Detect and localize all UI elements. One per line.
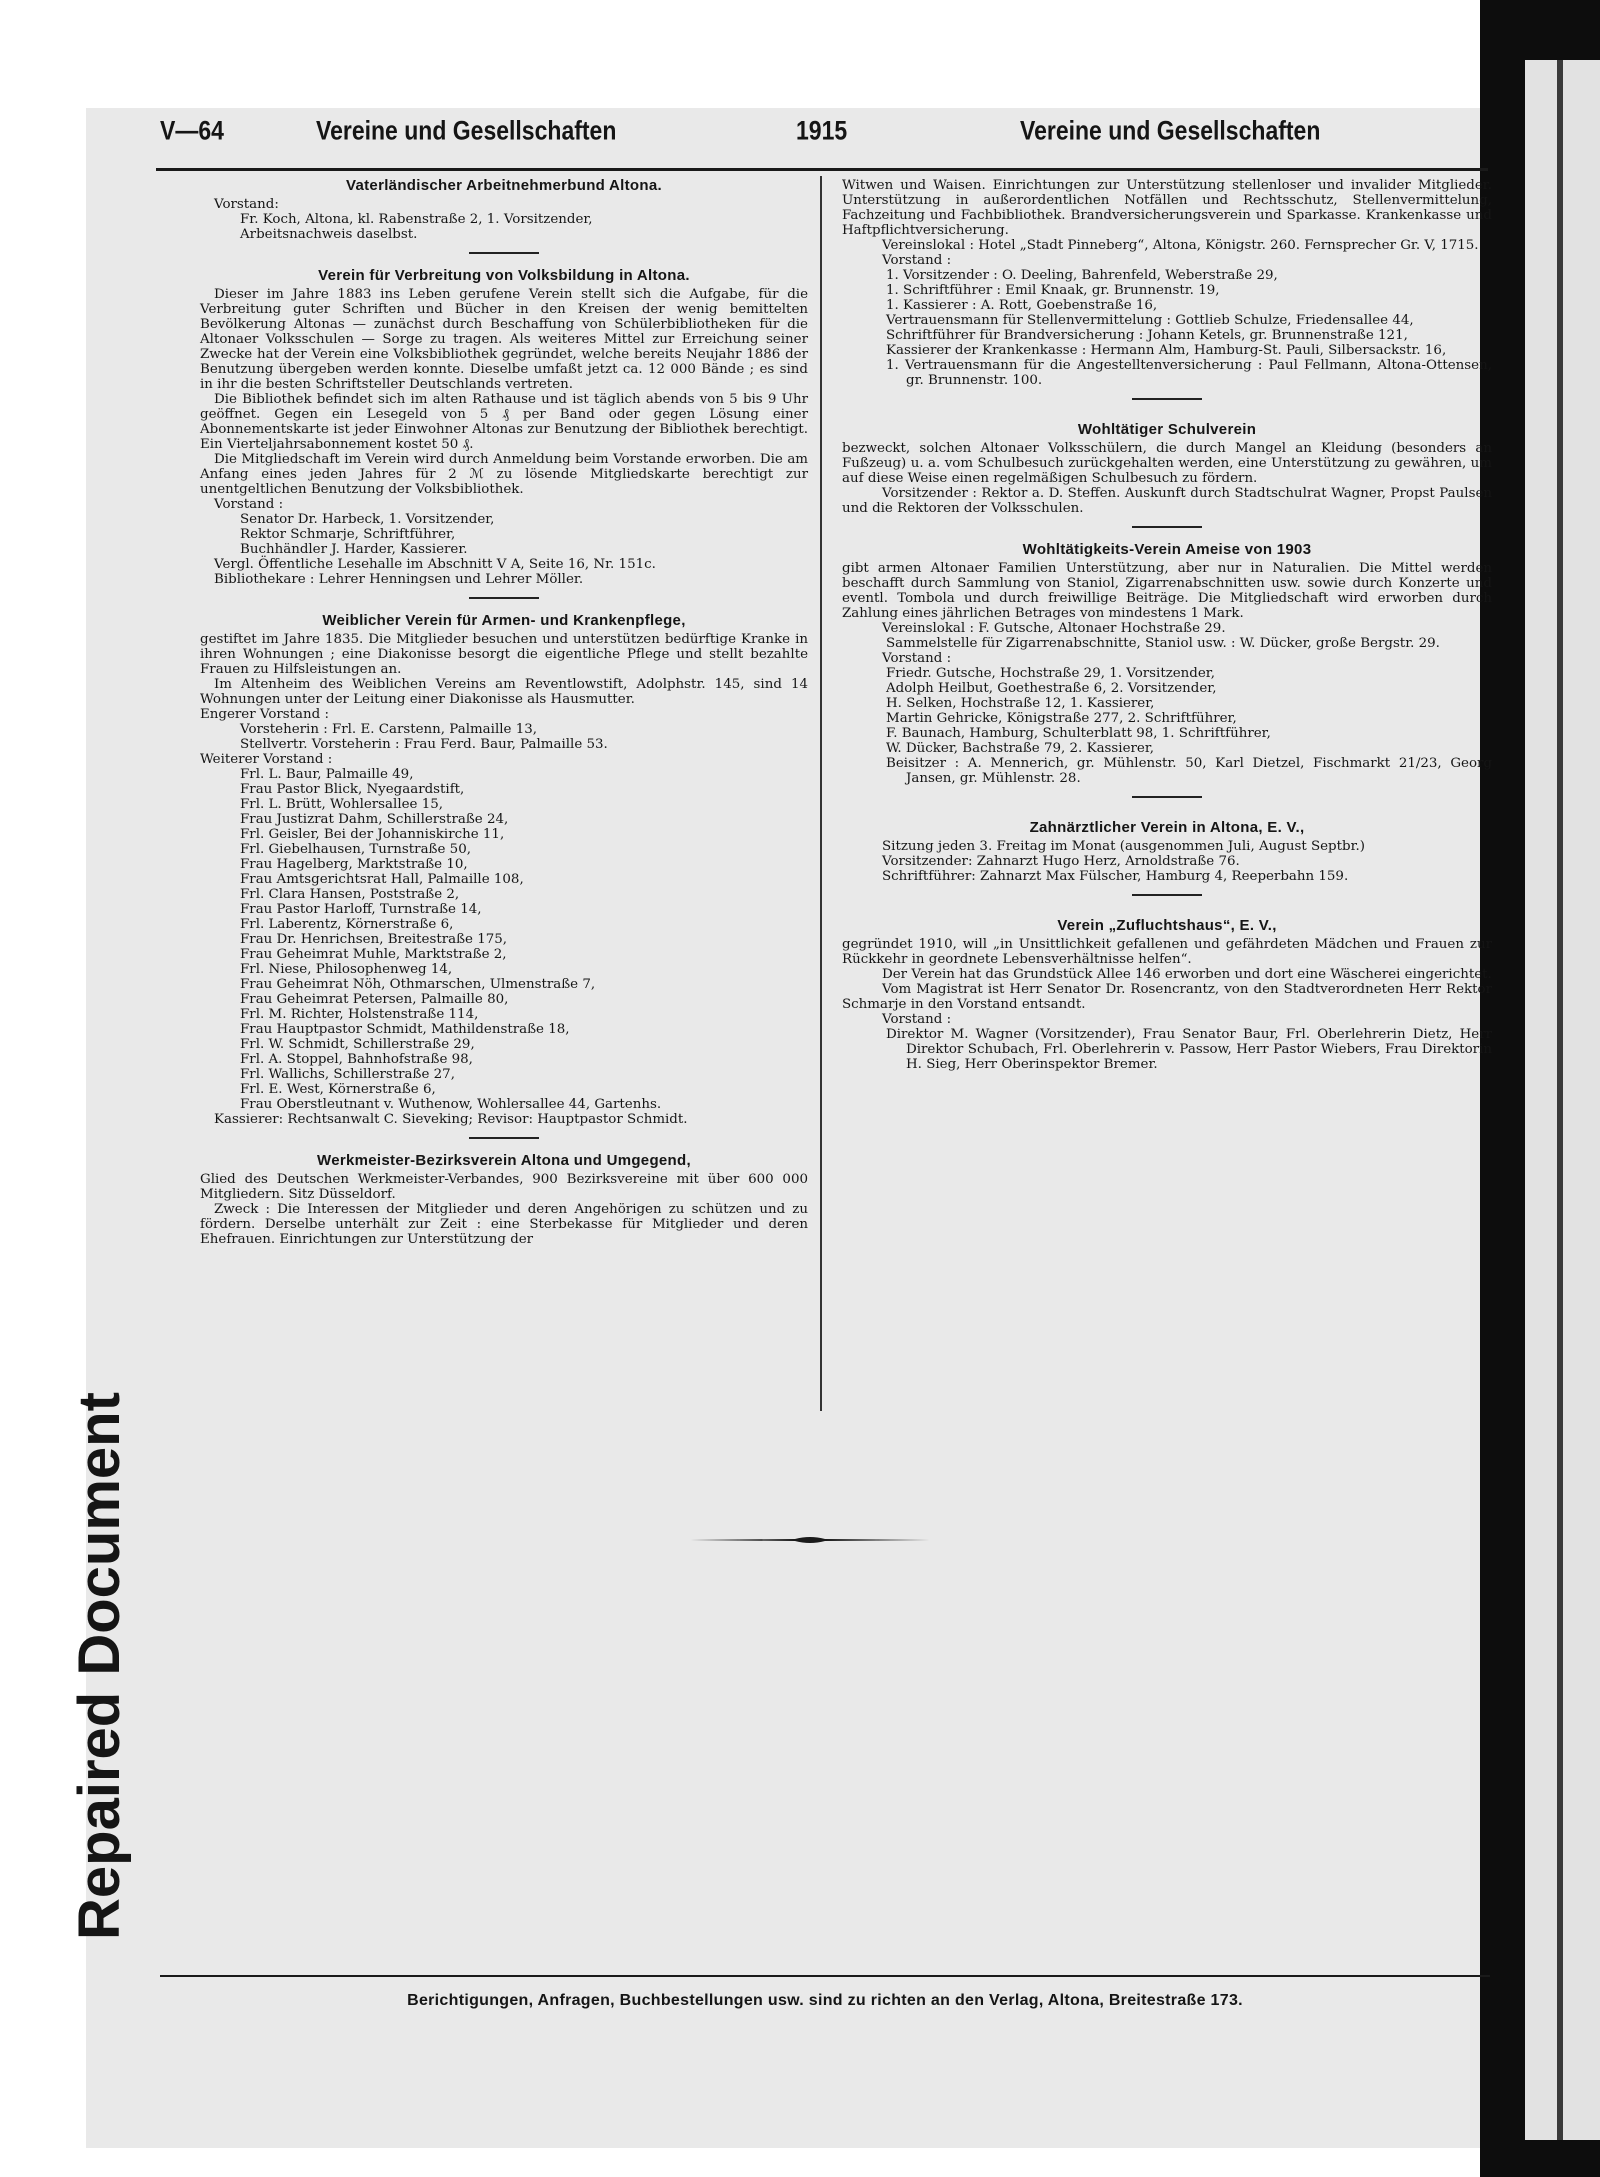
- text-line: Bibliothekare : Lehrer Henningsen und Lehrer Möller.: [214, 572, 584, 587]
- page-number: V—64: [160, 115, 224, 146]
- member-line: Stellvertr. Vorsteherin : Frau Ferd. Baur, Palmaille 53.: [240, 737, 608, 752]
- section-separator: [1132, 526, 1202, 528]
- paragraph: Vom Magistrat ist Herr Senator Dr. Rosencrantz, von den Stadtverordneten Herr Rektor Schmarje in den Vorstand entsandt.: [842, 982, 1492, 1012]
- column-rule: [820, 176, 822, 1411]
- paragraph: Die Bibliothek befindet sich im alten Rathause und ist täglich abends von 5 bis 9 Uhr geöffnet. Gegen ein Lesegeld von 5 ₰ per Band oder gegen Lösung einer Abonnementskarte ist jeder Einwohner Altonas zur Benutzung der Bibliothek berechtigt. Ein Vierteljahrsabonnement kostet 50 ₰.: [200, 392, 808, 452]
- member-line: Frau Geheimrat Petersen, Palmaille 80,: [240, 992, 509, 1007]
- running-year: 1915: [796, 115, 848, 146]
- member-line: Frau Amtsgerichtsrat Hall, Palmaille 108,: [240, 872, 524, 887]
- section-heading: Vaterländischer Arbeitnehmerbund Altona.: [346, 177, 662, 194]
- member-line: Frau Hauptpastor Schmidt, Mathildenstraße 18,: [240, 1022, 570, 1037]
- section-separator: [469, 1137, 539, 1139]
- closing-ornament: [690, 1535, 930, 1545]
- publisher-note: Berichtigungen, Anfragen, Buchbestellungen usw. sind zu richten an den Verlag, Altona, Breitestraße 173.: [407, 1992, 1243, 2009]
- text-line: Kassierer: Rechtsanwalt C. Sieveking; Revisor: Hauptpastor Schmidt.: [214, 1112, 688, 1127]
- member-line: Frl. Giebelhausen, Turnstraße 50,: [240, 842, 471, 857]
- member-line: Frau Oberstleutnant v. Wuthenow, Wohlersallee 44, Gartenhs.: [240, 1097, 662, 1112]
- paragraph: Vorsitzender : Rektor a. D. Steffen. Auskunft durch Stadtschulrat Wagner, Propst Paulsen und die Rektoren der Volksschulen.: [842, 486, 1492, 516]
- member-line: Frl. Laberentz, Körnerstraße 6,: [240, 917, 454, 932]
- paragraph: Zweck : Die Interessen der Mitglieder und deren Angehörigen zu schützen und zu fördern. Derselbe unterhält zur Zeit : eine Sterbekasse für Mitglieder und deren Ehefrauen. Einrichtungen zur Unterstützung der: [200, 1202, 808, 1247]
- paragraph: Vereinslokal : F. Gutsche, Altonaer Hochstraße 29.: [882, 621, 1226, 636]
- running-title-left: Vereine und Gesellschaften: [316, 115, 617, 146]
- paragraph: Im Altenheim des Weiblichen Vereins am Reventlowstift, Adolphstr. 145, sind 14 Wohnungen unter der Leitung einer Diakonisse als Hausmutter.: [200, 677, 808, 707]
- paragraph: gegründet 1910, will „in Unsittlichkeit gefallenen und gefährdeten Mädchen und Frauen zur Rückkehr in geordnete Lebensverhältnisse helfen“.: [842, 937, 1492, 967]
- text-line: Vorstand :: [882, 1012, 952, 1027]
- text-line: Vorsitzender: Zahnarzt Hugo Herz, Arnoldstraße 76.: [882, 854, 1240, 869]
- member-line: Frau Justizrat Dahm, Schillerstraße 24,: [240, 812, 509, 827]
- section-separator: [1132, 894, 1202, 896]
- text-line: Vergl. Öffentliche Lesehalle im Abschnitt V A, Seite 16, Nr. 151c.: [214, 557, 656, 572]
- member-line: Martin Gehricke, Königstraße 277, 2. Schriftführer,: [886, 711, 1237, 726]
- member-line: Frau Pastor Harloff, Turnstraße 14,: [240, 902, 482, 917]
- member-line: Kassierer der Krankenkasse : Hermann Alm, Hamburg-St. Pauli, Silbersackstr. 16,: [886, 343, 1447, 358]
- member-line: Direktor M. Wagner (Vorsitzender), Frau Senator Baur, Frl. Oberlehrerin Dietz, Herr Direktor Schubach, Frl. Oberlehrerin v. Passow, Herr Pastor Wiebers, Frau Direktorin H. Sieg, Herr Oberinspektor Bremer.: [886, 1027, 1492, 1072]
- member-line: Buchhändler J. Harder, Kassierer.: [240, 542, 468, 557]
- member-line: H. Selken, Hochstraße 12, 1. Kassierer,: [886, 696, 1155, 711]
- text-line: Weiterer Vorstand :: [200, 752, 333, 767]
- member-line: Senator Dr. Harbeck, 1. Vorsitzender,: [240, 512, 495, 527]
- paragraph: Sammelstelle für Zigarrenabschnitte, Staniol usw. : W. Dücker, große Bergstr. 29.: [886, 636, 1440, 651]
- member-line: Frl. Geisler, Bei der Johanniskirche 11,: [240, 827, 505, 842]
- scan-edge-shadow: [1557, 60, 1563, 2140]
- text-line: Vorstand :: [882, 253, 952, 268]
- section-heading: Verein „Zufluchtshaus“, E. V.,: [1057, 917, 1277, 934]
- member-line: Frau Pastor Blick, Nyegaardstift,: [240, 782, 465, 797]
- paragraph: Witwen und Waisen. Einrichtungen zur Unterstützung stellenloser und invalider Mitglieder. Unterstützung in außerordentlichen Notfällen und Rechtsschutz, Stellenvermittelung, Fachzeitung und Fachbibliothek. Brandversicherungsverein und Sparkasse. Krankenkasse und Haftpflichtversicherung.: [842, 178, 1492, 238]
- side-stamp: Repaired Document: [67, 1392, 132, 1940]
- member-line: Frl. E. West, Körnerstraße 6,: [240, 1082, 436, 1097]
- footer-rule: [160, 1975, 1490, 1977]
- paragraph: gibt armen Altonaer Familien Unterstützung, aber nur in Naturalien. Die Mittel werden beschafft durch Sammlung von Staniol, Zigarrenabschnitten usw. sowie durch Konzerte und eventl. Tombola und durch freiwillige Beiträge. Die Mitgliedschaft wird erworben durch Zahlung eines jährlichen Betrages von mindestens 1 Mark.: [842, 561, 1492, 621]
- section-heading: Verein für Verbreitung von Volksbildung in Altona.: [318, 267, 690, 284]
- member-line: 1. Vorsitzender : O. Deeling, Bahrenfeld, Weberstraße 29,: [886, 268, 1278, 283]
- paragraph: Dieser im Jahre 1883 ins Leben gerufene Verein stellt sich die Aufgabe, für die Verbreitung guter Schriften und Bücher in den Kreisen der wenig bemittelten Bevölkerung Altonas — zunächst durch Beschaffung von Schülerbibliotheken für die Altonaer Volksschulen — Sorge zu tragen. Als weiteres Mittel zur Erreichung seiner Zwecke hat der Verein eine Volksbibliothek gegründet, welche bereits Neujahr 1886 der Benutzung übergeben werden konnte. Dieselbe umfaßt jetzt ca. 12 000 Bände ; es sind in ihr die besten Schriftsteller Deutschlands vertreten.: [200, 287, 808, 392]
- member-line: Vorsteherin : Frl. E. Carstenn, Palmaille 13,: [240, 722, 537, 737]
- member-line: Frau Geheimrat Nöh, Othmarschen, Ulmenstraße 7,: [240, 977, 596, 992]
- section-heading: Weiblicher Verein für Armen- und Krankenpflege,: [322, 612, 686, 629]
- section-heading: Zahnärztlicher Verein in Altona, E. V.,: [1029, 819, 1305, 836]
- member-line: Frl. A. Stoppel, Bahnhofstraße 98,: [240, 1052, 473, 1067]
- member-line: Adolph Heilbut, Goethestraße 6, 2. Vorsitzender,: [886, 681, 1217, 696]
- running-title-right: Vereine und Gesellschaften: [1020, 115, 1321, 146]
- member-line: 1. Kassierer : A. Rott, Goebenstraße 16,: [886, 298, 1158, 313]
- section-separator: [469, 597, 539, 599]
- member-line: Frau Dr. Henrichsen, Breitestraße 175,: [240, 932, 508, 947]
- member-line: 1. Schriftführer : Emil Knaak, gr. Brunnenstr. 19,: [886, 283, 1220, 298]
- text-line: Vorstand:: [214, 197, 279, 212]
- member-line: Frl. Niese, Philosophenweg 14,: [240, 962, 453, 977]
- section-heading: Werkmeister-Bezirksverein Altona und Umgegend,: [317, 1152, 691, 1169]
- member-line: Frl. M. Richter, Holstenstraße 114,: [240, 1007, 479, 1022]
- text-line: Vorstand :: [214, 497, 284, 512]
- member-line: Friedr. Gutsche, Hochstraße 29, 1. Vorsitzender,: [886, 666, 1215, 681]
- text-line: Fr. Koch, Altona, kl. Rabenstraße 2, 1. Vorsitzender,: [240, 212, 593, 227]
- member-line: Schriftführer für Brandversicherung : Johann Ketels, gr. Brunnenstraße 121,: [886, 328, 1408, 343]
- member-line: Frl. Wallichs, Schillerstraße 27,: [240, 1067, 455, 1082]
- paragraph: bezweckt, solchen Altonaer Volksschülern, die durch Mangel an Kleidung (besonders an Fußzeug) u. a. vom Schulbesuch zurückgehalten werden, eine Unterstützung zu gewähren, um auf diese Weise einen regelmäßigen Schulbesuch zu fördern.: [842, 441, 1492, 486]
- paragraph: gestiftet im Jahre 1835. Die Mitglieder besuchen und unterstützen bedürftige Kranke in ihren Wohnungen ; eine Diakonisse besorgt die eigentliche Pflege und stellt bezahlte Frauen zu Hilfsleistungen an.: [200, 632, 808, 677]
- section-separator: [469, 252, 539, 254]
- text-line: Vorstand :: [882, 651, 952, 666]
- paragraph: Vereinslokal : Hotel „Stadt Pinneberg“, Altona, Königstr. 260. Fernsprecher Gr. V, 1715.: [882, 238, 1479, 253]
- text-line: Sitzung jeden 3. Freitag im Monat (ausgenommen Juli, August Septbr.): [882, 839, 1365, 854]
- member-line: Frau Hagelberg, Marktstraße 10,: [240, 857, 468, 872]
- member-line: Frl. W. Schmidt, Schillerstraße 29,: [240, 1037, 475, 1052]
- member-line: Frl. L. Brütt, Wohlersallee 15,: [240, 797, 444, 812]
- header-rule: [156, 168, 1488, 171]
- member-line: Frl. Clara Hansen, Poststraße 2,: [240, 887, 460, 902]
- paragraph: Der Verein hat das Grundstück Allee 146 erworben und dort eine Wäscherei eingerichtet.: [882, 967, 1492, 982]
- member-line: Frau Geheimrat Muhle, Marktstraße 2,: [240, 947, 507, 962]
- text-line: Engerer Vorstand :: [200, 707, 329, 722]
- section-separator: [1132, 398, 1202, 400]
- section-heading: Wohltätiger Schulverein: [1077, 421, 1257, 438]
- member-line: F. Baunach, Hamburg, Schulterblatt 98, 1. Schriftführer,: [886, 726, 1271, 741]
- paragraph: Die Mitgliedschaft im Verein wird durch Anmeldung beim Vorstande erworben. Die am Anfang eines jeden Jahres für 2 ℳ zu lösende Mitgliedskarte berechtigt zur unentgeltlichen Benutzung der Volksbibliothek.: [200, 452, 808, 497]
- text-line: Arbeitsnachweis daselbst.: [240, 227, 418, 242]
- member-line: Frl. L. Baur, Palmaille 49,: [240, 767, 414, 782]
- member-line: W. Dücker, Bachstraße 79, 2. Kassierer,: [886, 741, 1155, 756]
- member-line: Beisitzer : A. Mennerich, gr. Mühlenstr. 50, Karl Dietzel, Fischmarkt 21/23, Georg Jansen, gr. Mühlenstr. 28.: [886, 756, 1492, 786]
- member-line: Vertrauensmann für Stellenvermittelung : Gottlieb Schulze, Friedensallee 44,: [886, 313, 1414, 328]
- right-column: [842, 178, 1492, 1072]
- section-separator: [1132, 796, 1202, 798]
- text-line: Schriftführer: Zahnarzt Max Fülscher, Hamburg 4, Reeperbahn 159.: [882, 869, 1349, 884]
- left-column: [200, 178, 808, 1247]
- section-heading: Wohltätigkeits-Verein Ameise von 1903: [1022, 541, 1312, 558]
- member-line: Rektor Schmarje, Schriftführer,: [240, 527, 456, 542]
- member-line: 1. Vertrauensmann für die Angestelltenversicherung : Paul Fellmann, Altona-Ottensen, gr. Brunnenstr. 100.: [886, 358, 1492, 388]
- paragraph: Glied des Deutschen Werkmeister-Verbandes, 900 Bezirksvereine mit über 600 000 Mitgliedern. Sitz Düsseldorf.: [200, 1172, 808, 1202]
